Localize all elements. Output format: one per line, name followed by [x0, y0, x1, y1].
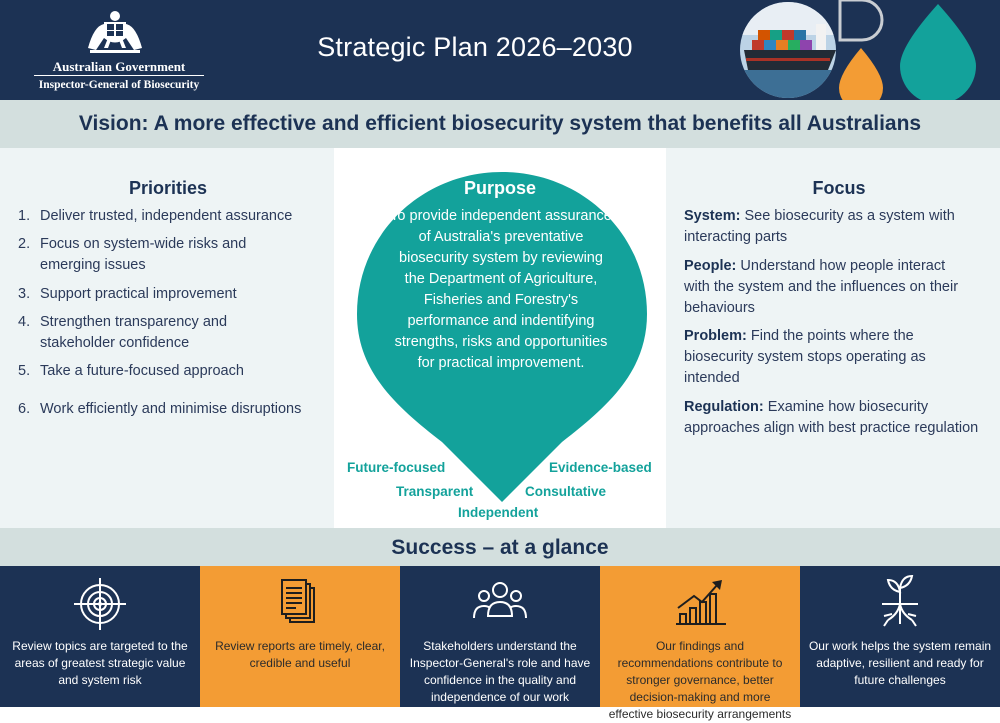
content-panel [0, 148, 1000, 528]
tile-text: Our work helps the system remain adaptive, resilient and ready for future challenges [808, 639, 992, 687]
focus-item [684, 206, 964, 248]
focus-item [684, 256, 964, 319]
success-tile [200, 566, 400, 707]
success-heading: Success – at a glance [0, 528, 1000, 566]
agency-name: Inspector-General of Biosecurity [38, 79, 200, 91]
focus-label: Problem: [684, 328, 747, 344]
item-number: 1. [18, 208, 31, 224]
value-label: Future-focused [347, 460, 446, 475]
success-tile [400, 566, 600, 707]
cargo-ship-image [740, 0, 1000, 100]
item-text: Focus on system-wide risks and emerging issues [40, 236, 247, 273]
item-text: Strengthen transparency and stakeholder confidence [40, 314, 228, 351]
value-label: Consultative [525, 484, 607, 499]
tile-text: Review reports are timely, clear, credible and useful [215, 639, 385, 670]
tile-text: Our findings and recommendations contribute to stronger governance, better decision-making and more effective biosecurity arrangements [608, 639, 792, 721]
people-group-icon [472, 574, 528, 630]
item-number: 5. [18, 363, 31, 379]
government-name: Australian Government [52, 59, 186, 74]
success-tile [0, 566, 200, 707]
documents-icon [272, 574, 328, 630]
target-icon [72, 574, 128, 630]
item-number: 2. [18, 236, 31, 252]
item-text: Support practical improvement [40, 286, 237, 302]
value-label: Evidence-based [549, 460, 652, 475]
success-tile [600, 566, 800, 721]
item-text: Work efficiently and minimise disruptions [40, 401, 302, 417]
item-number: 4. [18, 314, 31, 330]
priorities-title: Priorities [128, 178, 208, 198]
item-text: Take a future-focused approach [40, 363, 244, 379]
divider [34, 75, 204, 76]
purpose-text: To provide independent assurance of Australia's preventative biosecurity system by reviewing the Department of Agriculture, Fisheries and Forestry's performance and indentifying strengths, risks and opportunities for practical improvement. [390, 208, 612, 371]
crest-icon [82, 8, 148, 56]
plant-roots-icon [872, 574, 928, 630]
focus-item [684, 326, 934, 389]
page-title: Strategic Plan 2026–2030 [317, 32, 633, 62]
focus-text: See biosecurity as a system with interacting parts [684, 208, 955, 245]
growth-chart-icon [672, 574, 728, 630]
value-label: Transparent [396, 484, 474, 499]
item-number: 3. [18, 286, 31, 302]
success-tile [800, 566, 1000, 707]
focus-text: Understand how people interact with the system and the influences on their behaviours [684, 258, 959, 316]
purpose-title: Purpose [463, 178, 537, 198]
focus-item [684, 397, 994, 439]
vision-statement: Vision: A more effective and efficient biosecurity system that benefits all Australians [0, 100, 1000, 148]
focus-label: People: [684, 258, 737, 274]
tile-text: Review topics are targeted to the areas of greatest strategic value and system risk [12, 639, 188, 687]
focus-label: Regulation: [684, 399, 764, 415]
header-banner [0, 0, 1000, 100]
focus-label: System: [684, 208, 741, 224]
value-label: Independent [458, 505, 539, 520]
tile-text: Stakeholders understand the Inspector-General's role and have confidence in the quality and independence of our work [409, 639, 591, 704]
focus-text: Examine how biosecurity approaches align with best practice regulation [684, 399, 979, 436]
focus-title: Focus [812, 178, 866, 198]
success-tiles [0, 566, 1000, 721]
focus-text: Find the points where the biosecurity system stops operating as intended [684, 328, 926, 386]
item-text: Deliver trusted, independent assurance [40, 208, 293, 224]
item-number: 6. [18, 401, 31, 417]
